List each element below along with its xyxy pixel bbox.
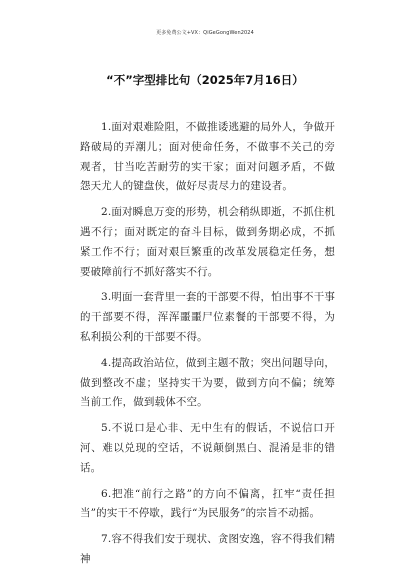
- paragraph: 2.面对瞬息万变的形势，机会稍纵即逝，不抓住机遇不行；面对既定的奋斗目标，做到务期必成，不抓紧工作不行；面对艰巨繁重的改革发展稳定任务，想要破障前行不抓好落实不行。: [80, 206, 335, 278]
- document-title: “不”字型排比句（2025年7月16日）: [106, 73, 304, 87]
- paragraph: 1.面对艰难险阻，不做推诿逃避的局外人，争做开路破局的弄潮儿；面对使命任务，不做事不关己的旁观者，甘当吃苦耐劳的实干家；面对问题矛盾，不做怨天尤人的键盘侠，做好尽责尽力的建设者。: [80, 121, 335, 193]
- paragraph: 5.不说口是心非、无中生有的假话，不说信口开河、难以兑现的空话，不说颠倒黑白、混淆是非的错话。: [80, 422, 335, 474]
- paragraph: 6.把准“前行之路”的方向不偏离，扛牢“责任担当”的实干不停歇，践行“为民服务”的宗旨不动摇。: [80, 487, 335, 520]
- paragraph: 3.明面一套背里一套的干部要不得，怕出事不干事的干部要不得，浑浑噩噩尸位素餐的干部要不得，为私利损公利的干部要不得。: [80, 291, 335, 343]
- document-body: [80, 118, 335, 576]
- paragraph: 4.提高政治站位，做到主题不散；突出问题导向，做到整改不虚；坚持实干为要，做到方向不偏；统筹当前工作，做到载体不空。: [80, 356, 335, 409]
- paragraph: 7.容不得我们安于现状、贪图安逸，容不得我们精神: [80, 533, 335, 565]
- header-note: 更多免费公文+VX：QiGeGongWen2024: [156, 30, 254, 36]
